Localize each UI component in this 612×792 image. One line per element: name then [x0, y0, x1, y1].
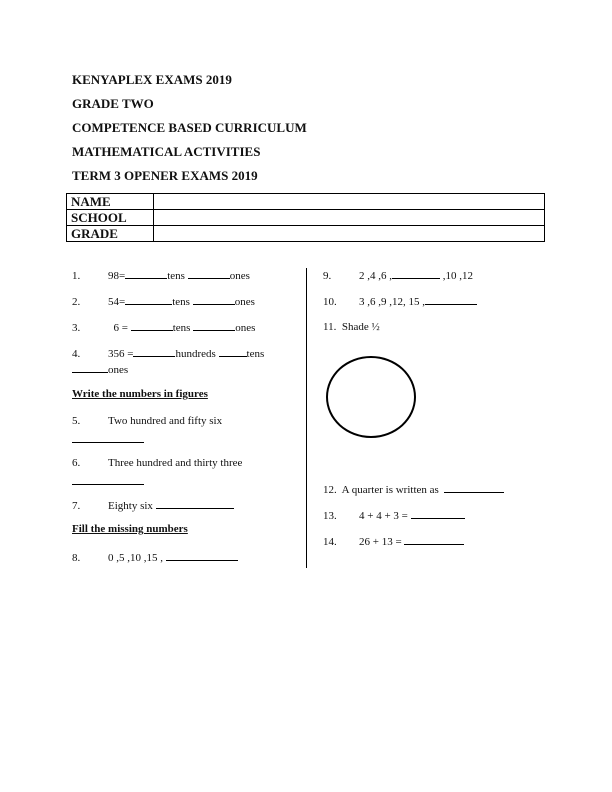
question-14 — [323, 534, 464, 549]
school-field[interactable] — [154, 210, 545, 226]
circle-to-shade[interactable] — [326, 356, 416, 438]
answer-blank[interactable] — [219, 346, 247, 357]
column-divider — [306, 268, 307, 568]
q-number: 1. — [72, 270, 81, 282]
q-text: tens — [172, 296, 190, 308]
q-text: Two hundred and fifty six — [108, 415, 223, 427]
question-6 — [72, 456, 242, 470]
grade-title: GRADE TWO — [72, 96, 154, 111]
question-13 — [323, 508, 465, 523]
question-4 — [72, 346, 264, 361]
question-5 — [72, 414, 222, 428]
q-number: 2. — [72, 296, 81, 308]
q-text: ones — [234, 296, 255, 308]
answer-blank[interactable] — [392, 268, 440, 279]
question-12 — [323, 482, 504, 497]
q-text: Shade ½ — [341, 321, 380, 333]
answer-blank[interactable] — [72, 362, 108, 373]
curriculum-title: COMPETENCE BASED CURRICULUM — [72, 120, 307, 135]
q-text: tens — [167, 270, 185, 282]
q-text: 3 ,6 ,9 ,12, 15 , — [359, 296, 425, 308]
answer-blank[interactable] — [193, 320, 235, 331]
exam-title: KENYAPLEX EXAMS 2019 — [72, 72, 232, 87]
q-number: 8. — [72, 552, 81, 564]
q-number: 4. — [72, 348, 81, 360]
q-text: 26 + 13 = — [359, 536, 402, 548]
q-text: ones — [229, 270, 250, 282]
q-text: 0 ,5 ,10 ,15 , — [108, 552, 163, 564]
q-text: Three hundred and thirty three — [108, 457, 243, 469]
question-10 — [323, 294, 477, 309]
answer-blank[interactable] — [444, 482, 504, 493]
q-text: ones — [108, 364, 129, 376]
q-text: tens — [246, 348, 265, 360]
q-text: tens — [172, 322, 191, 334]
q-text: 2 ,4 ,6 , — [359, 270, 392, 282]
question-2 — [72, 294, 255, 309]
answer-blank[interactable] — [72, 432, 144, 447]
answer-blank[interactable] — [425, 294, 477, 305]
term-title: TERM 3 OPENER EXAMS 2019 — [72, 168, 258, 183]
answer-blank[interactable] — [188, 268, 230, 279]
answer-blank[interactable] — [125, 294, 172, 305]
q-text: Eighty six — [108, 500, 153, 512]
grade-label: GRADE — [67, 226, 154, 242]
q-text: ,10 ,12 — [442, 270, 473, 282]
q-number: 3. — [72, 322, 81, 334]
q-number: 12. — [323, 484, 337, 496]
name-field[interactable] — [154, 194, 545, 210]
question-11 — [323, 320, 380, 334]
section-heading: Write the numbers in figures — [72, 388, 208, 400]
q-number: 5. — [72, 415, 81, 427]
q-number: 10. — [323, 296, 337, 308]
answer-blank[interactable] — [72, 474, 144, 489]
q-text: 98= — [108, 270, 126, 282]
question-1 — [72, 268, 250, 283]
answer-blank[interactable] — [193, 294, 235, 305]
q-number: 14. — [323, 536, 337, 548]
q-text: 6 = — [108, 322, 128, 334]
answer-blank[interactable] — [131, 320, 173, 331]
answer-blank[interactable] — [411, 508, 465, 519]
question-7 — [72, 498, 234, 513]
answer-blank[interactable] — [156, 498, 234, 509]
q-text: 54= — [108, 296, 126, 308]
answer-blank[interactable] — [133, 346, 175, 357]
answer-blank[interactable] — [166, 550, 238, 561]
answer-blank[interactable] — [404, 534, 464, 545]
name-label: NAME — [67, 194, 154, 210]
subject-title: MATHEMATICAL ACTIVITIES — [72, 144, 261, 159]
answer-blank[interactable] — [125, 268, 167, 279]
student-info-table — [66, 193, 545, 242]
q-number: 11. — [323, 321, 337, 333]
q-text: ones — [235, 322, 256, 334]
q-text: A quarter is written as — [341, 484, 439, 496]
question-3 — [72, 320, 255, 335]
q-number: 7. — [72, 500, 81, 512]
q-text: 4 + 4 + 3 = — [359, 510, 408, 522]
q-number: 9. — [323, 270, 332, 282]
q-text: 356 = — [108, 348, 134, 360]
q-number: 6. — [72, 457, 81, 469]
q-number: 13. — [323, 510, 337, 522]
question-8 — [72, 550, 238, 565]
question-4-cont — [72, 362, 128, 377]
question-9 — [323, 268, 473, 283]
school-label: SCHOOL — [67, 210, 154, 226]
q-text: hundreds — [175, 348, 216, 360]
grade-field[interactable] — [154, 226, 545, 242]
section-heading: Fill the missing numbers — [72, 523, 188, 535]
